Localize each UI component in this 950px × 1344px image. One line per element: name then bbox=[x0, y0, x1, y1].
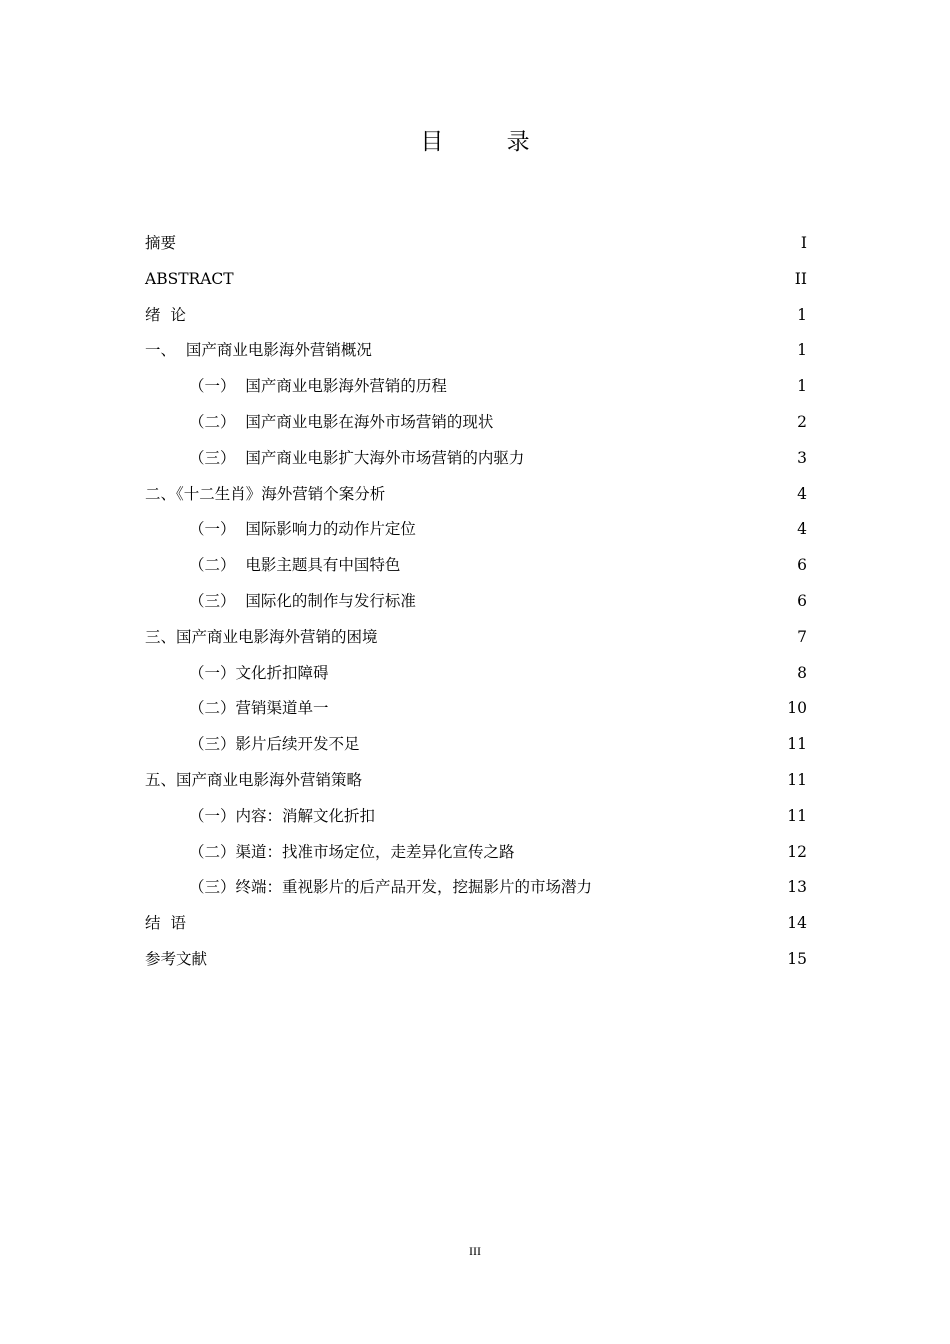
toc-entry-page: 2 bbox=[797, 412, 807, 431]
toc-entry-page: 10 bbox=[787, 699, 807, 718]
toc-entry-page: 12 bbox=[787, 842, 807, 861]
toc-entry-page: 4 bbox=[797, 484, 807, 503]
toc-entry-label: 三、国产商业电影海外营销的困境 bbox=[145, 627, 378, 646]
toc-entry[interactable] bbox=[145, 691, 807, 727]
toc-entry-page: 13 bbox=[787, 878, 807, 897]
toc-entry-label: （一） 国际影响力的动作片定位 bbox=[189, 520, 416, 539]
toc-entry-page: 6 bbox=[797, 591, 807, 610]
toc-entry-page: 15 bbox=[787, 949, 807, 968]
toc-entry-label: 绪 论 bbox=[145, 305, 186, 324]
toc-entry[interactable] bbox=[145, 548, 807, 584]
toc-entry-label: （一）内容：消解文化折扣 bbox=[189, 806, 376, 825]
toc-entry-label: ABSTRACT bbox=[145, 269, 234, 288]
toc-entry[interactable] bbox=[145, 512, 807, 548]
toc-entry[interactable] bbox=[145, 906, 807, 942]
toc-entry-page: 11 bbox=[787, 806, 807, 825]
toc-entry-label: （一） 国产商业电影海外营销的历程 bbox=[189, 377, 447, 396]
toc-entry-label: （三） 国产商业电影扩大海外市场营销的内驱力 bbox=[189, 448, 525, 467]
toc-entry[interactable] bbox=[145, 799, 807, 835]
page-title: 目 录 bbox=[420, 129, 558, 155]
toc-entry-page: 14 bbox=[787, 914, 807, 933]
toc-entry-page: 7 bbox=[797, 627, 807, 646]
toc-entry[interactable] bbox=[145, 584, 807, 620]
toc-entry-label: 参考文献 bbox=[145, 949, 208, 968]
toc-entry-page: 1 bbox=[797, 377, 807, 396]
toc-entry-page: 11 bbox=[787, 770, 807, 789]
toc-entry-page: II bbox=[794, 269, 807, 288]
toc-entry[interactable] bbox=[145, 262, 807, 298]
toc-entry-label: （二）渠道：找准市场定位，走差异化宣传之路 bbox=[189, 842, 515, 861]
toc-entry[interactable] bbox=[145, 620, 807, 656]
toc-entry[interactable] bbox=[145, 835, 807, 871]
toc-entry-label: 二、《十二生肖》海外营销个案分析 bbox=[145, 484, 386, 503]
toc-entry-label: 一、 国产商业电影海外营销概况 bbox=[145, 341, 372, 360]
table-of-contents bbox=[145, 226, 807, 978]
toc-entry-label: （三）影片后续开发不足 bbox=[189, 735, 360, 754]
toc-entry-page: 3 bbox=[797, 448, 807, 467]
toc-entry-label: （二） 电影主题具有中国特色 bbox=[189, 556, 401, 575]
toc-entry-page: 1 bbox=[797, 341, 807, 360]
toc-entry[interactable] bbox=[145, 369, 807, 405]
toc-entry-label: 结 语 bbox=[145, 914, 186, 933]
toc-entry[interactable] bbox=[145, 405, 807, 441]
toc-entry[interactable] bbox=[145, 226, 807, 262]
page-number: III bbox=[469, 1244, 481, 1258]
toc-entry-page: I bbox=[800, 234, 807, 252]
toc-entry-label: （一）文化折扣障碍 bbox=[189, 663, 329, 682]
toc-entry[interactable] bbox=[145, 477, 807, 513]
toc-entry-label: 五、国产商业电影海外营销策略 bbox=[145, 770, 363, 789]
toc-entry-label: （二） 国产商业电影在海外市场营销的现状 bbox=[189, 412, 494, 431]
toc-entry[interactable] bbox=[145, 942, 807, 978]
toc-entry-page: 8 bbox=[797, 663, 807, 682]
toc-entry[interactable] bbox=[145, 870, 807, 906]
toc-entry[interactable] bbox=[145, 333, 807, 369]
toc-entry-page: 4 bbox=[797, 520, 807, 539]
toc-entry-label: （二）营销渠道单一 bbox=[189, 699, 329, 718]
toc-entry-label: （三） 国际化的制作与发行标准 bbox=[189, 591, 416, 610]
toc-entry-label: （三）终端：重视影片的后产品开发，挖掘影片的市场潜力 bbox=[189, 878, 593, 897]
toc-entry-page: 6 bbox=[797, 556, 807, 575]
toc-entry[interactable] bbox=[145, 298, 807, 334]
toc-entry[interactable] bbox=[145, 727, 807, 763]
toc-entry[interactable] bbox=[145, 441, 807, 477]
toc-entry-page: 11 bbox=[787, 735, 807, 754]
toc-entry-label: 摘要 bbox=[145, 234, 177, 252]
toc-entry[interactable] bbox=[145, 656, 807, 692]
toc-entry-page: 1 bbox=[797, 305, 807, 324]
toc-entry[interactable] bbox=[145, 763, 807, 799]
